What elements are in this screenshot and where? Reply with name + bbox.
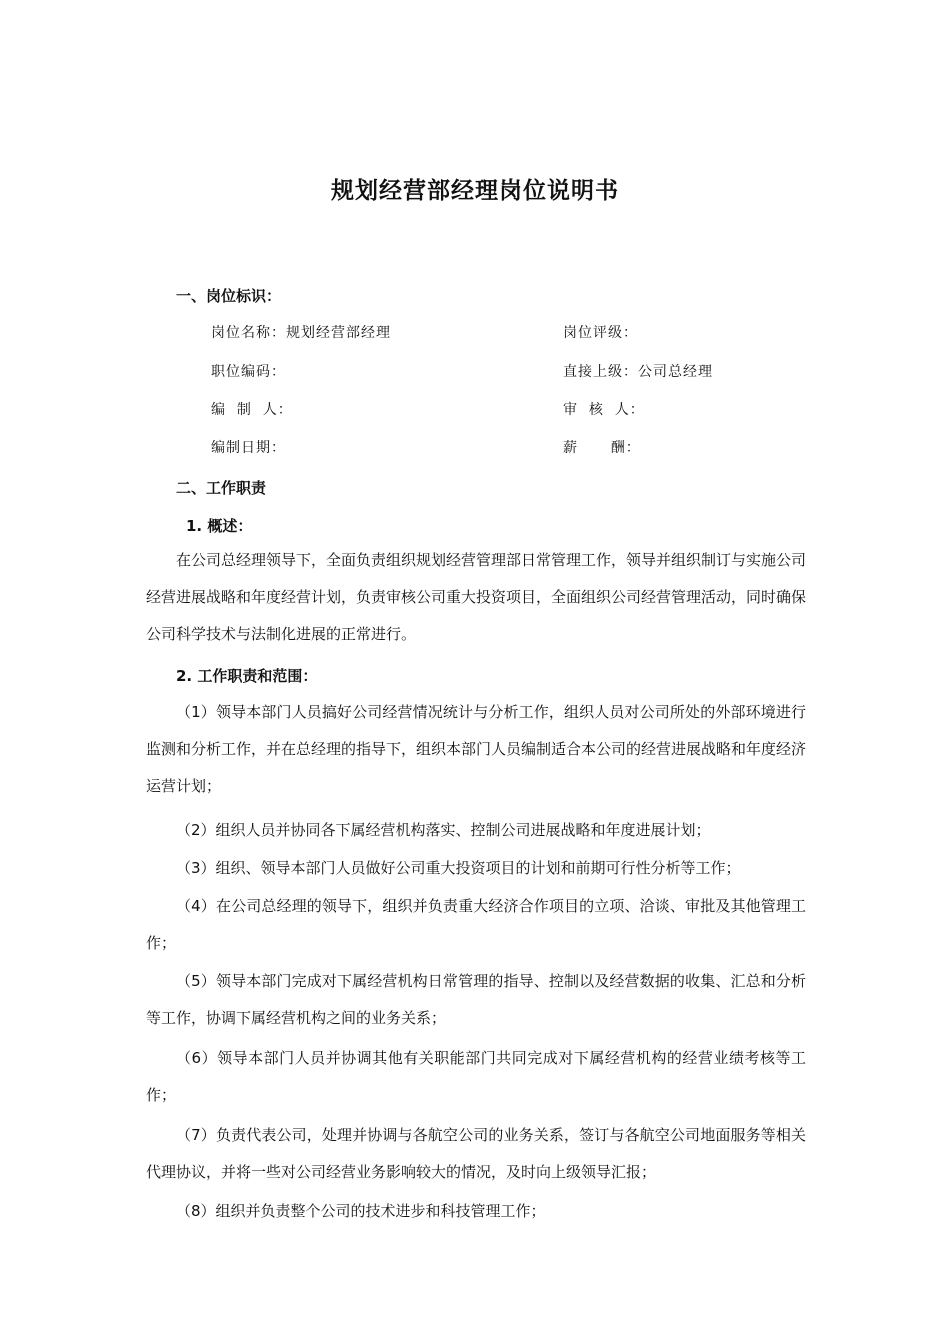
section-heading-duties: 二、工作职责 <box>176 479 267 497</box>
duty-item-7: （7）负责代表公司，处理并协调与各航空公司的业务关系，签订与各航空公司地面服务等相关代理协议，并将一些对公司经营业务影响较大的情况，及时向上级领导汇报； <box>146 1126 806 1181</box>
field-direct-supervisor: 直接上级：公司总经理 <box>563 364 713 380</box>
subsection-heading-scope: 2. 工作职责和范围： <box>176 667 318 685</box>
duty-item-8: （8）组织并负责整个公司的技术进步和科技管理工作； <box>176 1202 546 1220</box>
field-salary: 薪 酬： <box>563 440 641 456</box>
field-reviewer: 审 核 人： <box>563 402 645 418</box>
overview-paragraph: 在公司总经理领导下，全面负责组织规划经营管理部日常管理工作，领导并组织制订与实施公司经营进展战略和年度经营计划，负责审核公司重大投资项目，全面组织公司经营管理活动，同时确保公司科学技术与法制化进展的正常进行。 <box>146 551 807 643</box>
field-position-code: 职位编码： <box>211 364 286 380</box>
field-compiler: 编 制 人： <box>211 402 293 418</box>
field-position-grade: 岗位评级： <box>563 325 638 341</box>
page-title: 规划经营部经理岗位说明书 <box>331 178 619 204</box>
field-compile-date: 编制日期： <box>211 440 286 456</box>
duty-item-5: （5）领导本部门完成对下属经营机构日常管理的指导、控制以及经营数据的收集、汇总和分析等工作，协调下属经营机构之间的业务关系； <box>146 972 806 1027</box>
field-position-name: 岗位名称：规划经营部经理 <box>211 325 391 341</box>
subsection-heading-overview: 1. 概述： <box>186 517 253 535</box>
duty-item-1: （1）领导本部门人员搞好公司经营情况统计与分析工作，组织人员对公司所处的外部环境进行监测和分析工作，并在总经理的指导下，组织本部门人员编制适合本公司的经营进展战略和年度经济运营计划； <box>146 703 807 795</box>
duty-item-6: （6）领导本部门人员并协调其他有关职能部门共同完成对下属经营机构的经营业绩考核等工作； <box>146 1049 806 1104</box>
duty-item-2: （2）组织人员并协同各下属经营机构落实、控制公司进展战略和年度进展计划； <box>176 821 711 839</box>
duty-item-4: （4）在公司总经理的领导下，组织并负责重大经济合作项目的立项、洽谈、审批及其他管理工作； <box>146 897 806 952</box>
section-heading-identification: 一、岗位标识： <box>176 287 282 305</box>
duty-item-3: （3）组织、领导本部门人员做好公司重大投资项目的计划和前期可行性分析等工作； <box>176 859 741 877</box>
